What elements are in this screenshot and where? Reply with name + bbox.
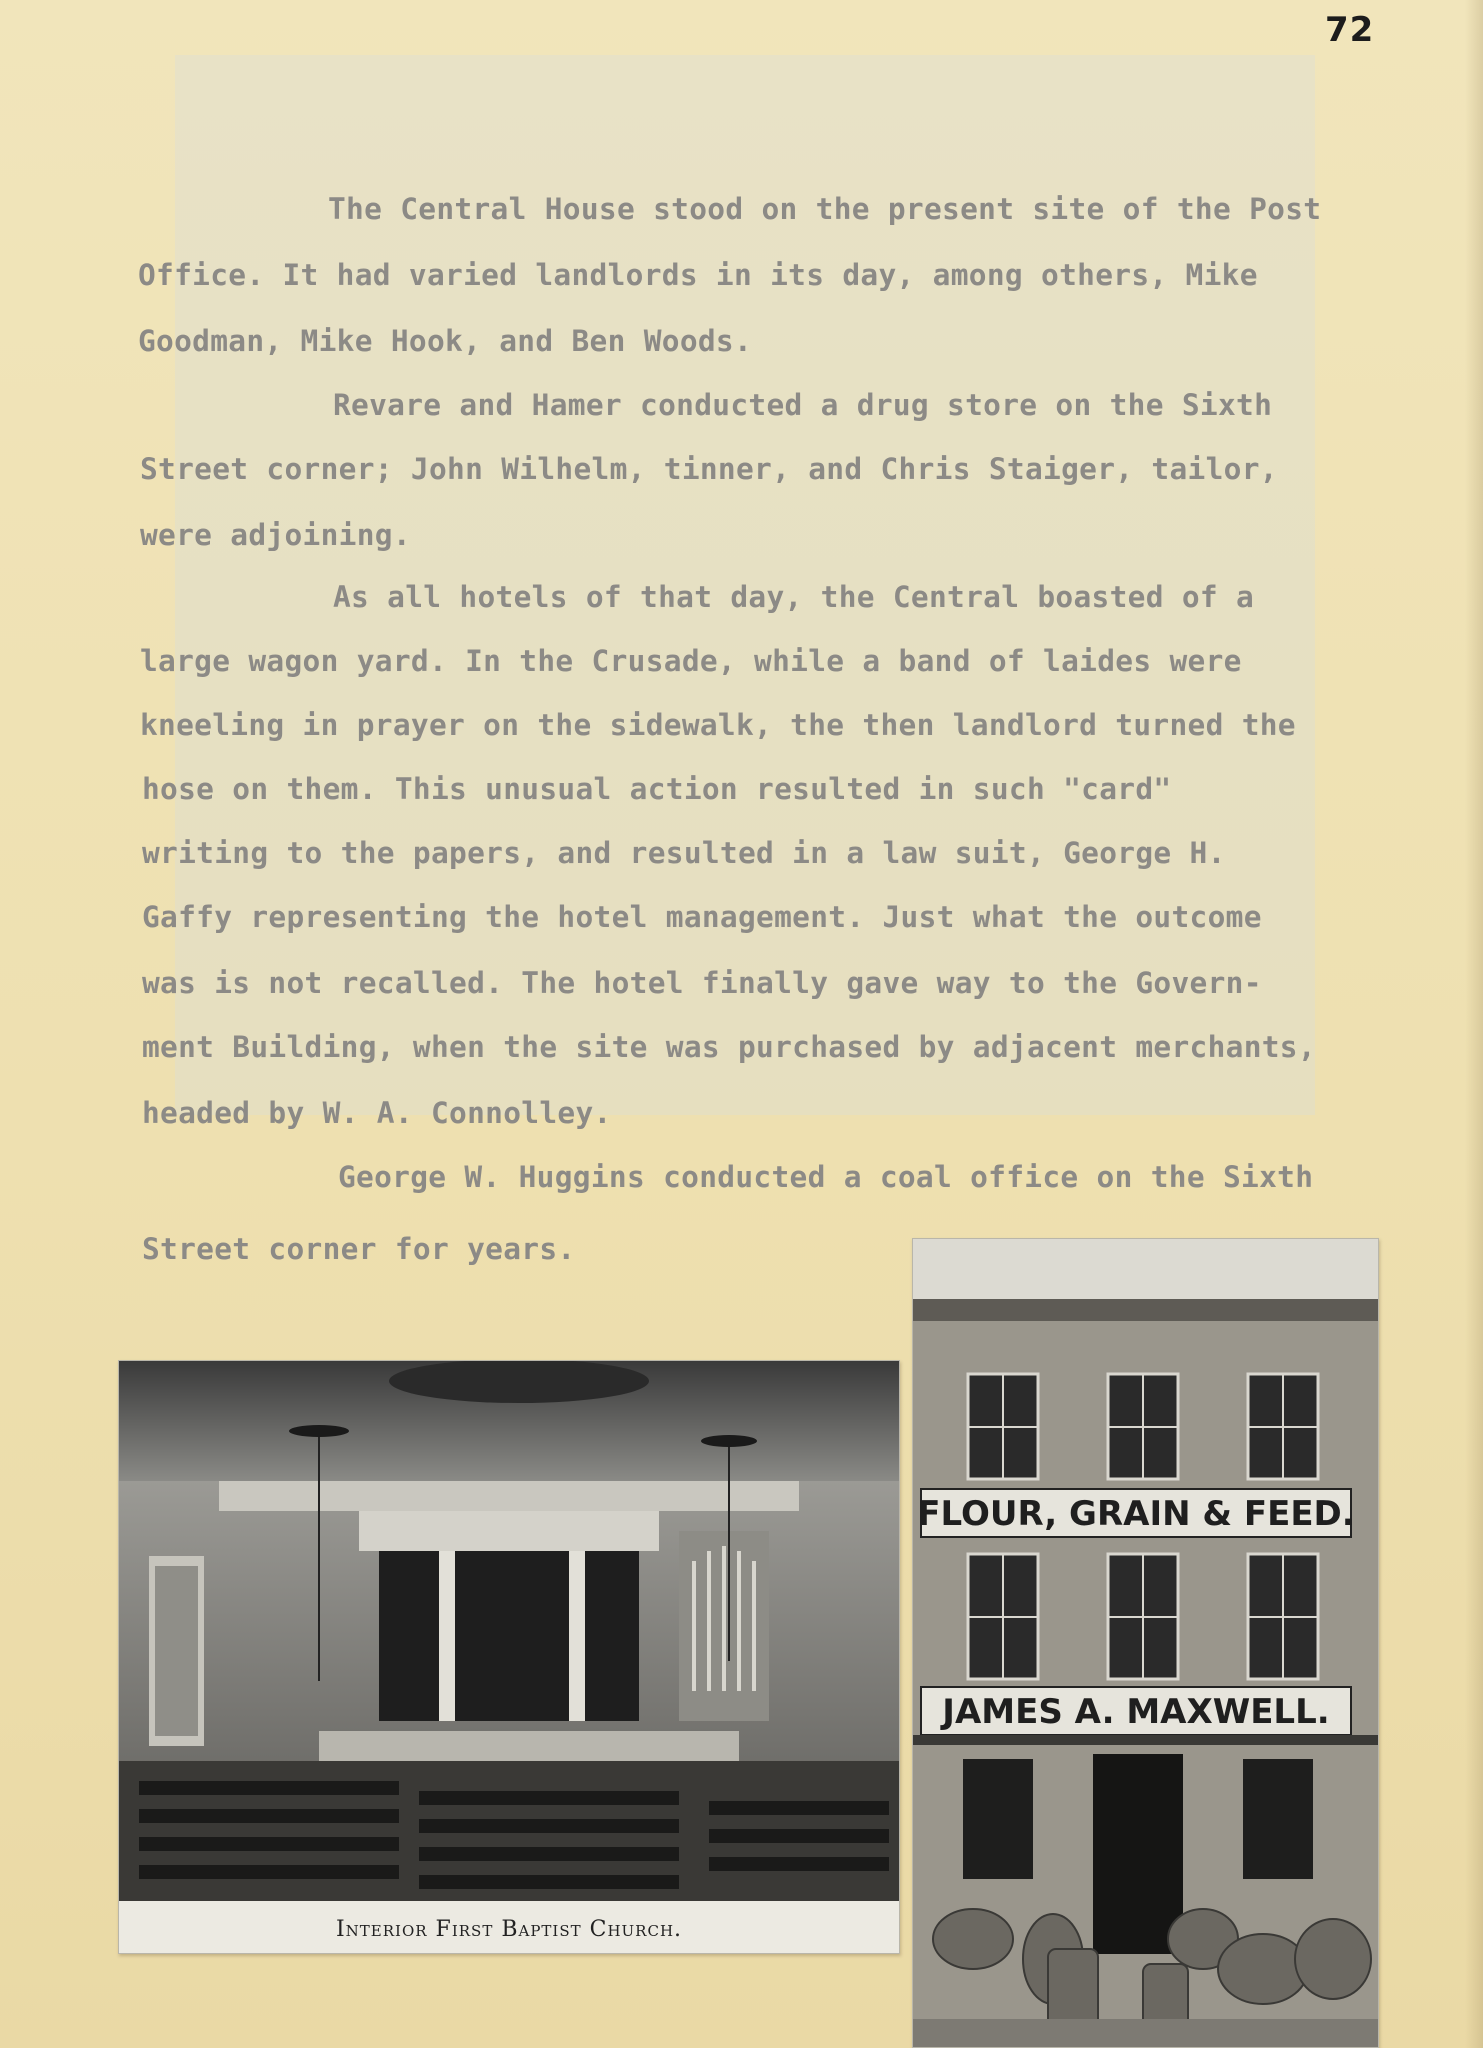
typed-line: Office. It had varied landlords in its day, among others, Mike — [138, 258, 1258, 292]
typed-line: writing to the papers, and resulted in a law suit, George H. — [142, 836, 1226, 870]
typed-line: Street corner; John Wilhelm, tinner, and Chris Staiger, tailor, — [140, 452, 1278, 486]
page-edge-shadow — [1465, 0, 1483, 2048]
typed-line: kneeling in prayer on the sidewalk, the then landlord turned the — [140, 708, 1296, 742]
typed-line: hose on them. This unusual action resulted in such "card" — [142, 772, 1172, 806]
typed-line: headed by W. A. Connolley. — [142, 1096, 612, 1130]
church-interior-photo — [118, 1360, 900, 1954]
typed-line: was is not recalled. The hotel finally gave way to the Govern- — [142, 966, 1262, 1000]
typed-line: Goodman, Mike Hook, and Ben Woods. — [138, 324, 753, 358]
sign-flour-grain-feed: FLOUR, GRAIN & FEED. — [917, 1494, 1355, 1534]
typed-line: Gaffy representing the hotel management. Just what the outcome — [142, 900, 1262, 934]
church-interior-image — [119, 1361, 899, 1901]
page-number: 72 — [1325, 10, 1375, 50]
typed-line: large wagon yard. In the Crusade, while a band of laides were — [140, 644, 1242, 678]
church-photo-caption: Interior First Baptist Church. — [335, 1917, 683, 1942]
sign-james-a-maxwell: JAMES A. MAXWELL. — [942, 1692, 1330, 1732]
typed-line: George W. Huggins conducted a coal office on the Sixth — [338, 1160, 1314, 1194]
typed-line: Street corner for years. — [142, 1232, 576, 1266]
typed-line: Revare and Hamer conducted a drug store on the Sixth — [333, 388, 1273, 422]
typed-line: The Central House stood on the present site of the Post — [328, 192, 1322, 226]
typed-line: As all hotels of that day, the Central boasted of a — [333, 580, 1255, 614]
typed-line: were adjoining. — [140, 518, 411, 552]
storefront-photo — [912, 1238, 1379, 2048]
typed-line: ment Building, when the site was purchased by adjacent merchants, — [142, 1030, 1316, 1064]
storefront-image — [913, 1239, 1378, 2047]
